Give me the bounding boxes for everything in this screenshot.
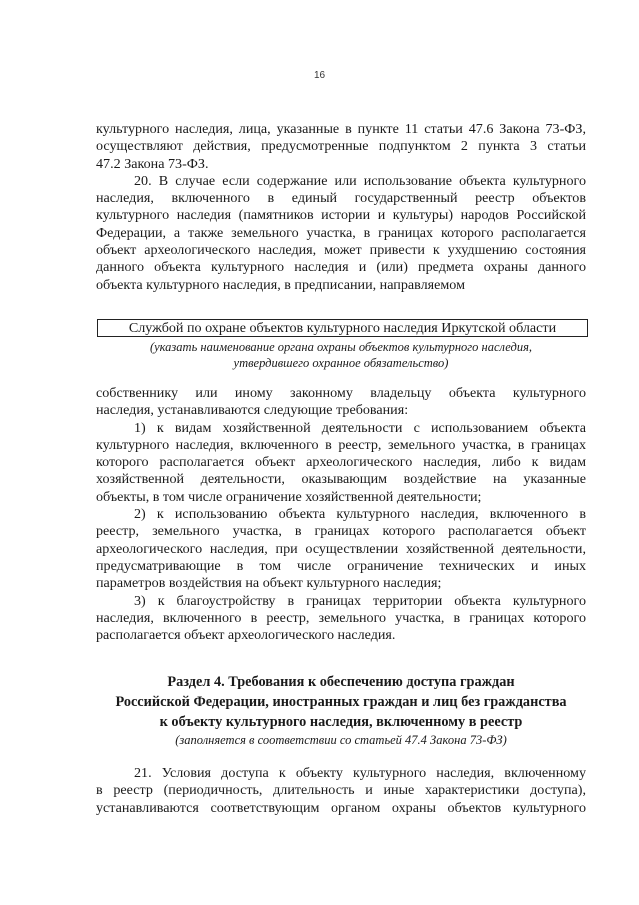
text-line: располагается объект археологического наследия. [96,627,396,644]
text-line: культурного наследия, включенного в реестр, земельного участка, в границах [96,436,586,453]
text-line: объекта культурного наследия, в предписании, направляемом [96,276,465,293]
section-note: (заполняется в соответствии со статьей 47.4 Закона 73-ФЗ) [175,733,507,747]
paragraph-top [96,121,586,294]
text-line: Федерации, а также земельного участка, в границах которого располагается [96,224,586,241]
text-line: культурного наследия, лица, указанные в пункте 11 статьи 47.6 Закона 73-ФЗ, [96,121,586,137]
section-title-line: Российской Федерации, иностранных граждан и лиц без гражданства [115,694,567,710]
text-line: параметров воздействия на объект культурного наследия; [96,575,442,592]
authority-field: Службой по охране объектов культурного наследия Иркутской области [97,319,588,337]
text-line: осуществляют действия, предусмотренные подпунктом 2 пункта 3 статьи [96,138,586,155]
paragraph-access [96,765,586,817]
page-number: 16 [313,70,326,81]
list-item-1: 1) к видам хозяйственной деятельности с использованием объекта [134,419,586,436]
text-line: археологического наследия, при осуществлении хозяйственной деятельности, [96,540,586,557]
section-title-line: Раздел 4. Требования к обеспечению доступа граждан [167,674,515,690]
paragraph-requirements [96,385,586,644]
text-line: наследия, включенного в единый государственный реестр объектов [96,190,586,207]
text-line: собственнику или иному законному владельцу объекта культурного [96,385,586,401]
text-line: предусматривающие в том числе ограничение технических и иных [96,557,586,574]
text-line: наследия, включенного в реестр, земельного участка, в границах которого [96,609,586,626]
text-line: объект археологического наследия, может привести к ухудшению состояния [96,242,586,259]
text-line: 20. В случае если содержание или использование объекта культурного [134,172,586,189]
text-line: хозяйственной деятельности, оказывающим воздействие на указанные [96,471,586,488]
text-line: 21. Условия доступа к объекту культурного наследия, включенному [134,765,586,781]
authority-note [96,339,586,371]
section-title-line: к объекту культурного наследия, включенному в реестр [159,714,523,730]
text-line: культурного наследия (памятников истории и культуры) народов Российской [96,207,586,224]
note-line: (указать наименование органа охраны объектов культурного наследия, [149,340,533,354]
text-line: наследия, устанавливаются следующие требования: [96,402,409,419]
text-line: в реестр (периодичность, длительность и иные характеристики доступа), [96,782,586,799]
text-line: устанавливаются соответствующим органом охраны объектов культурного [96,799,586,816]
text-line: данного объекта культурного наследия и (или) предмета охраны данного [96,259,586,276]
section-heading [96,672,586,749]
list-item-2: 2) к использованию объекта культурного наследия, включенного в [134,506,586,523]
list-item-3: 3) к благоустройству в границах территории объекта культурного [134,592,586,609]
text-line: реестр, земельного участка, в границах которого располагается объект [96,523,586,540]
note-line: утвердившего охранное обязательство) [233,356,449,370]
text-line: которого располагается объект археологического наследия, либо к видам [96,454,586,471]
text-line: 47.2 Закона 73-ФЗ. [96,155,209,172]
text-line: объекты, в том числе ограничение хозяйственной деятельности; [96,488,482,505]
